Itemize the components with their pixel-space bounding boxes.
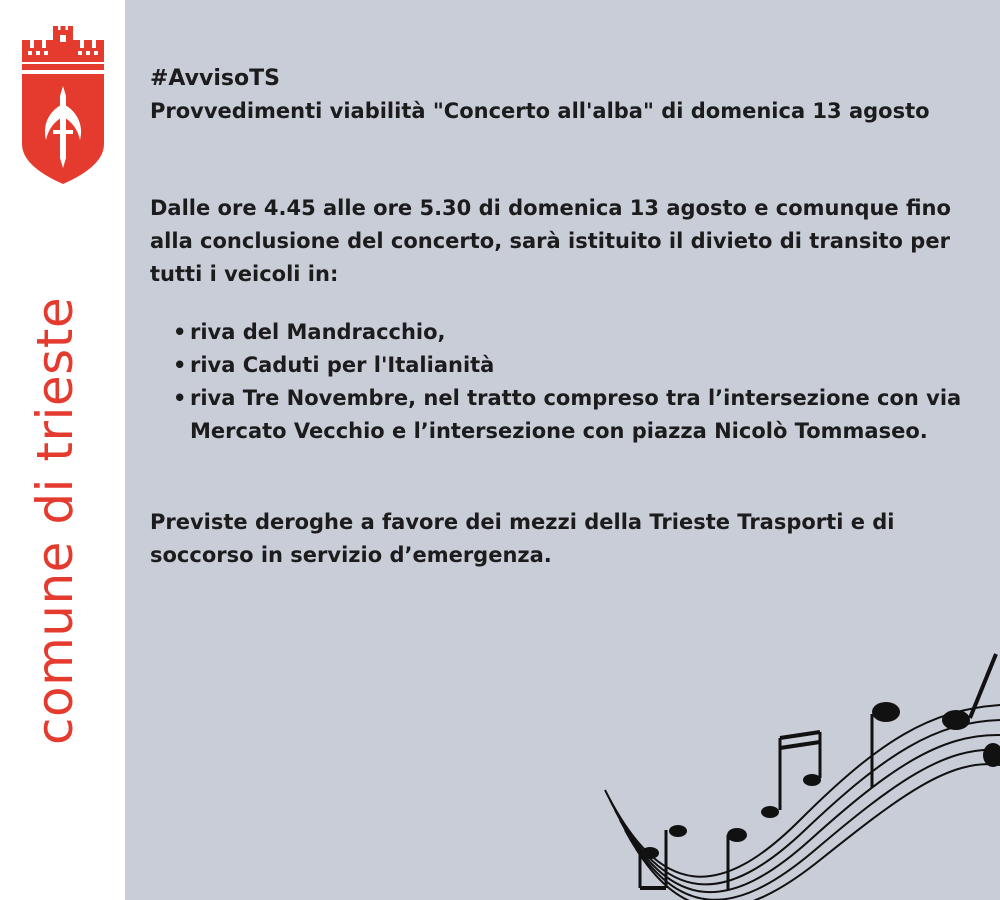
notice-intro: Dalle ore 4.45 alle ore 5.30 di domenica 13 agosto e comunque fino alla conclusione del concerto, sarà istituito il divieto di transito per tutti i veicoli in: <box>150 196 951 286</box>
trieste-crest-icon <box>20 26 106 186</box>
brand-name: comune di trieste <box>26 296 84 745</box>
music-staff-icon <box>600 650 1000 900</box>
notice-title: Provvedimenti viabilità "Concerto all'alba" di domenica 13 agosto <box>150 99 930 123</box>
street-list <box>150 316 980 448</box>
list-item: • riva Tre Novembre, nel tratto compreso tra l’intersezione con via Mercato Vecchio e l’intersezione con piazza Nicolò Tommaseo. <box>190 382 980 448</box>
list-item: • riva del Mandracchio, <box>190 316 980 349</box>
sidebar <box>0 0 125 900</box>
notice-body <box>150 62 980 572</box>
notice-exceptions: Previste deroghe a favore dei mezzi della Trieste Trasporti e di soccorso in servizio d’emergenza. <box>150 510 895 567</box>
list-item: • riva Caduti per l'Italianità <box>190 349 980 382</box>
hashtag: #AvvisoTS <box>150 66 280 91</box>
